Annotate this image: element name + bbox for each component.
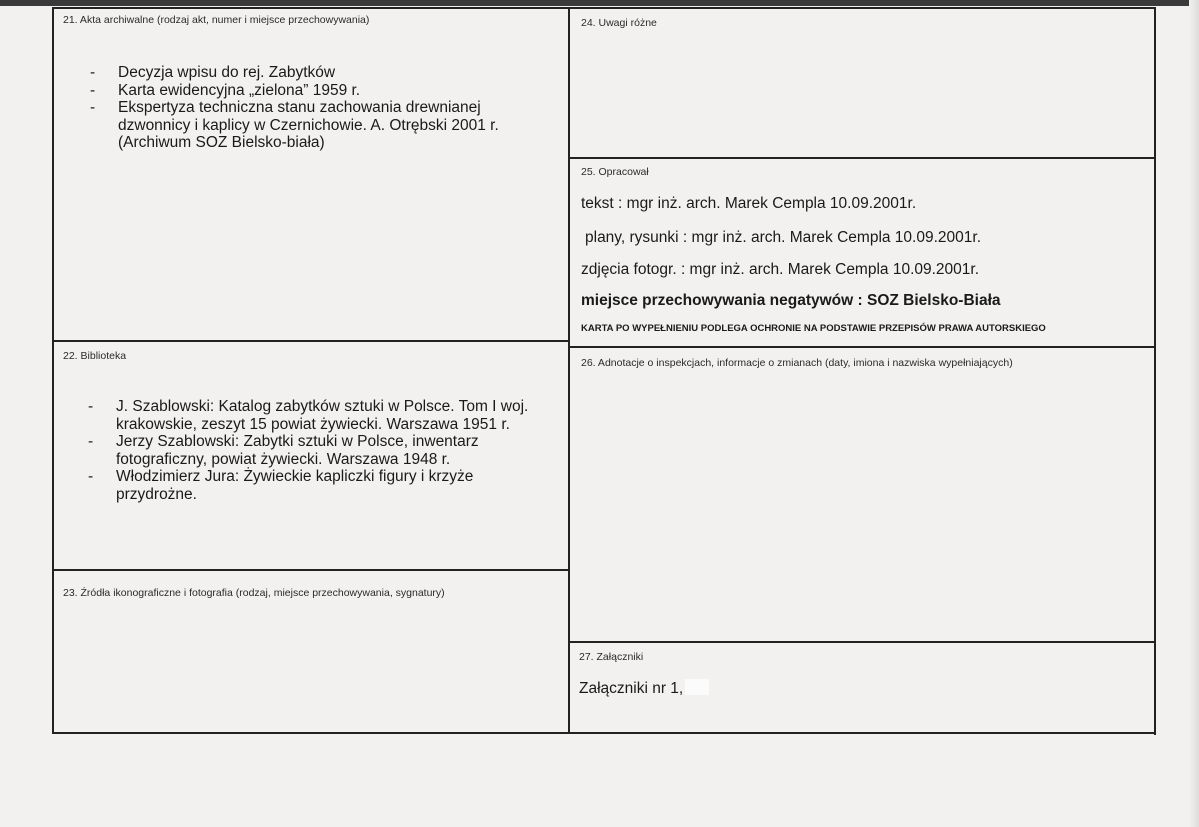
- scan-right-edge: [1189, 0, 1199, 827]
- section-25-prepared-by: [569, 158, 1154, 346]
- section-26-label: 26. Adnotacje o inspekcjach, informacje o zmianach (daty, imiona i nazwiska wypełniających): [581, 357, 1013, 369]
- list-item: - J. Szablowski: Katalog zabytków sztuki w Polsce. Tom I woj. krakowskie, zeszyt 15 powiat żywiecki. Warszawa 1951 r.: [88, 398, 543, 433]
- drawings-author-line: plany, rysunki : mgr inż. arch. Marek Cempla 10.09.2001r.: [585, 229, 981, 246]
- section-24-remarks: [569, 8, 1154, 157]
- text-author-line: tekst : mgr inż. arch. Marek Cempla 10.09.2001r.: [581, 195, 917, 212]
- section-25-label: 25. Opracował: [581, 166, 649, 178]
- copyright-notice: KARTA PO WYPEŁNIENIU PODLEGA OCHRONIE NA PODSTAWIE PRZEPISÓW PRAWA AUTORSKIEGO: [581, 323, 1046, 334]
- section-22-label: 22. Biblioteka: [63, 350, 127, 362]
- section-22-library: [53, 341, 568, 569]
- correction-mark: [685, 679, 709, 695]
- form-border-bottom: [52, 732, 1156, 734]
- scan-top-edge: [0, 0, 1199, 6]
- section-23-label: 23. Źródła ikonograficzne i fotografia (rodzaj, miejsce przechowywania, sygnatury): [63, 587, 445, 599]
- section-27-label: 27. Załączniki: [579, 651, 644, 663]
- section-21-list: [90, 64, 530, 152]
- attachments-line: [579, 679, 709, 698]
- attachments-text: Załączniki nr 1,: [579, 680, 684, 697]
- list-item: - Decyzja wpisu do rej. Zabytków: [90, 64, 530, 82]
- negatives-storage-line: miejsce przechowywania negatywów : SOZ Bielsko-Biała: [581, 292, 1001, 309]
- section-26-inspection-notes: [569, 347, 1154, 641]
- section-24-label: 24. Uwagi różne: [581, 17, 657, 29]
- section-27-attachments: [569, 642, 1154, 732]
- list-item: - Ekspertyza techniczna stanu zachowania drewnianej dzwonnicy i kaplicy w Czernichowie. A. Otrębski 2001 r. (Archiwum SOZ Bielsko-biała): [90, 99, 530, 152]
- list-item: - Karta ewidencyjna „zielona” 1959 r.: [90, 82, 530, 100]
- list-item: - Włodzimierz Jura: Żywieckie kapliczki figury i krzyże przydrożne.: [88, 468, 543, 503]
- section-21-archival-records: [53, 8, 568, 340]
- section-21-label: 21. Akta archiwalne (rodzaj akt, numer i miejsce przechowywania): [63, 14, 370, 26]
- form-border-right: [1154, 7, 1156, 735]
- section-22-list: [88, 398, 543, 503]
- photos-author-line: zdjęcia fotogr. : mgr inż. arch. Marek Cempla 10.09.2001r.: [581, 261, 980, 278]
- list-item: - Jerzy Szablowski: Zabytki sztuki w Polsce, inwentarz fotograficzny, powiat żywiecki. Warszawa 1948 r.: [88, 433, 543, 468]
- section-23-iconographic-sources: [53, 570, 568, 732]
